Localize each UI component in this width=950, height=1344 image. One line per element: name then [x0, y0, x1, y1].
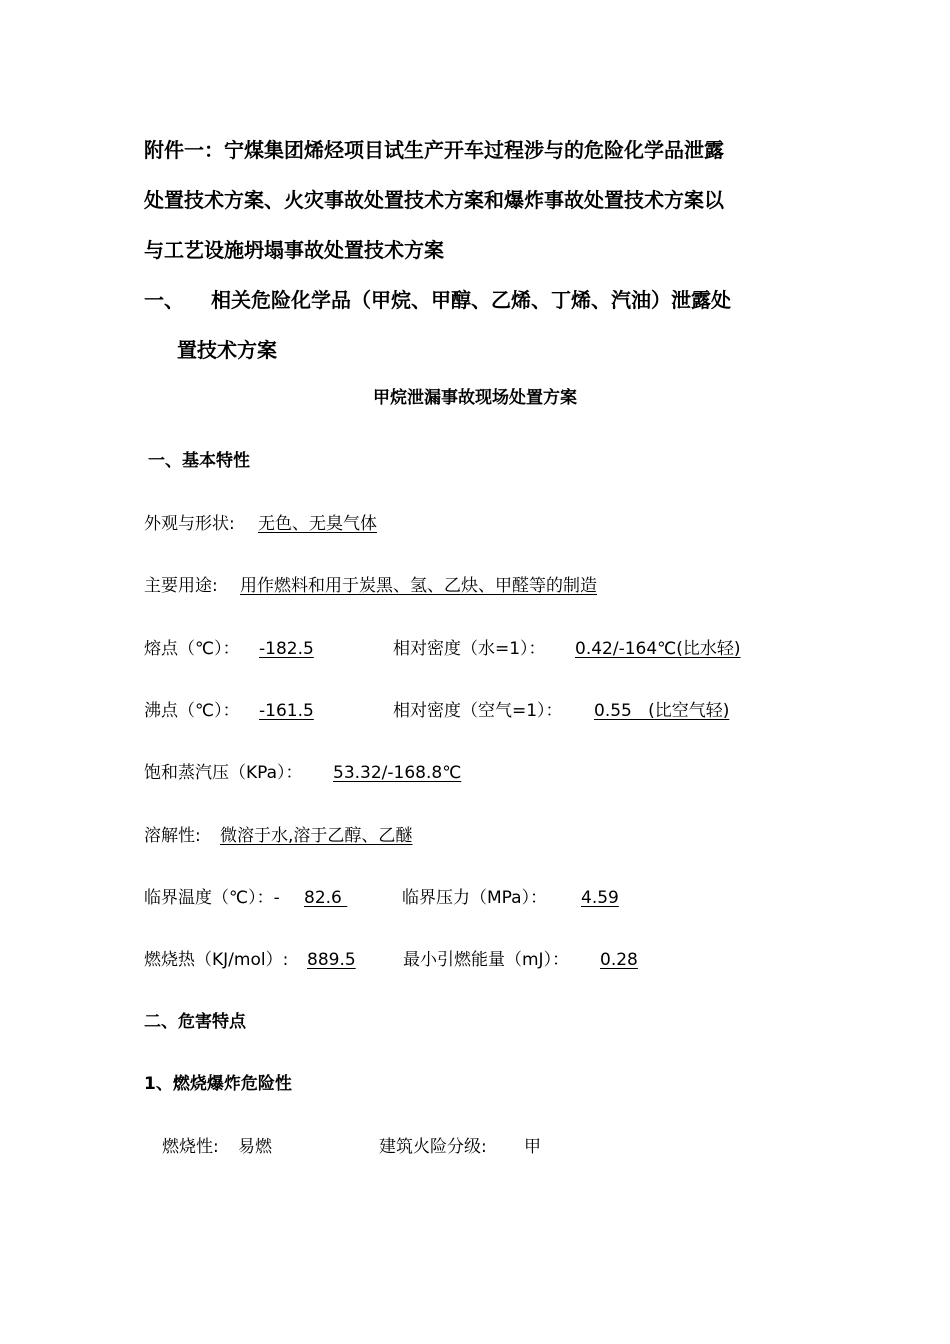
- critical-temperature-value: 82.6: [304, 888, 348, 908]
- section-1-title-line-2: 置技术方案: [177, 338, 277, 362]
- fire-class-value: 甲: [524, 1137, 541, 1157]
- usage-value: 用作燃料和用于炭黑、氢、乙炔、甲醛等的制造: [240, 576, 597, 596]
- critical-pressure-label: 临界压力（MPa）：: [402, 888, 548, 908]
- section-1-number: 一、: [144, 288, 184, 312]
- vapor-pressure-value: 53.32/-168.8℃: [333, 763, 462, 783]
- document-title-line-2: 处置技术方案、火灾事故处置技术方案和爆炸事故处置技术方案以: [144, 188, 724, 212]
- usage-label: 主要用途:: [144, 576, 218, 596]
- min-ignition-energy-value: 0.28: [600, 950, 638, 970]
- boiling-point-value: -161.5: [259, 701, 314, 721]
- flammability-label: 燃烧性:: [162, 1137, 219, 1157]
- critical-temperature-label: 临界温度（℃）：-: [144, 888, 280, 908]
- appearance-value: 无色、无臭气体: [258, 514, 377, 534]
- vapor-pressure-row: [144, 760, 844, 786]
- basic-properties-heading: 一、基本特性: [148, 451, 250, 471]
- melting-density-row: [144, 636, 844, 662]
- fire-class-label: 建筑火险分级:: [379, 1137, 487, 1157]
- critical-pressure-value: 4.59: [581, 888, 619, 908]
- appearance-row: [144, 511, 844, 537]
- solubility-row: [144, 823, 844, 849]
- min-ignition-energy-label: 最小引燃能量（mJ）：: [403, 950, 570, 970]
- density-water-value: 0.42/-164℃(比水轻): [575, 639, 741, 659]
- document-title-line-3: 与工艺设施坍塌事故处置技术方案: [144, 238, 444, 262]
- flammability-value: 易燃: [238, 1137, 272, 1157]
- plan-subtitle: 甲烷泄漏事故现场处置方案: [373, 388, 577, 408]
- usage-row: [144, 573, 844, 599]
- density-water-label: 相对密度（水=1）：: [393, 639, 546, 659]
- combustion-row: [144, 947, 844, 973]
- section-1-title-line-1: 相关危险化学品（甲烷、甲醇、乙烯、丁烯、汽油）泄露处: [211, 288, 731, 312]
- combustion-heat-value: 889.5: [307, 950, 356, 970]
- vapor-pressure-label: 饱和蒸汽压（KPa）：: [144, 763, 303, 783]
- density-air-label: 相对密度（空气=1）：: [393, 701, 563, 721]
- boiling-density-row: [144, 698, 844, 724]
- document-title-line-1: 附件一：宁煤集团烯烃项目试生产开车过程涉与的危险化学品泄露: [144, 138, 724, 162]
- boiling-point-label: 沸点（℃）：: [144, 701, 240, 721]
- melting-point-value: -182.5: [259, 639, 314, 659]
- flammability-row: [144, 1134, 844, 1160]
- solubility-label: 溶解性:: [144, 826, 201, 846]
- critical-row: [144, 885, 844, 911]
- solubility-value: 微溶于水,溶于乙醇、乙醚: [220, 826, 413, 846]
- combustion-heat-label: 燃烧热（KJ/mol）:: [144, 950, 289, 970]
- hazard-heading: 二、危害特点: [144, 1012, 246, 1032]
- melting-point-label: 熔点（℃）：: [144, 639, 240, 659]
- appearance-label: 外观与形状:: [144, 514, 235, 534]
- combustion-explosion-heading: 1、燃烧爆炸危险性: [144, 1074, 292, 1094]
- density-air-value: 0.55 (比空气轻): [594, 701, 730, 721]
